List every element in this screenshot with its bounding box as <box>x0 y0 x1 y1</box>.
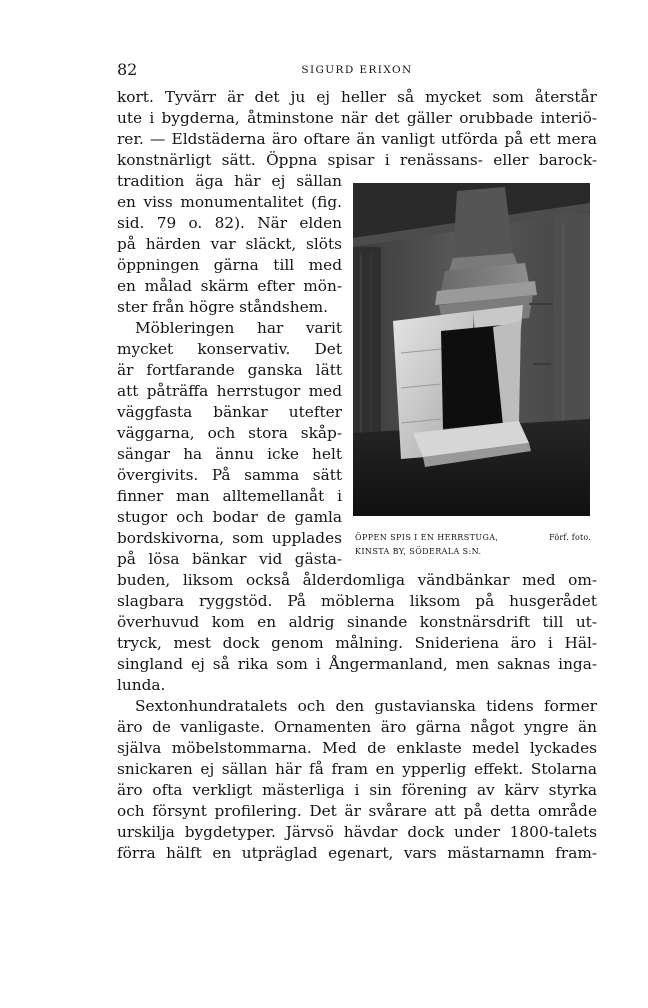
photo-credit: Förf. foto. <box>549 533 591 542</box>
text-line: slagbara ryggstöd. På möblerna liksom på husgerådet <box>117 592 597 610</box>
text-line: sängar ha ännu icke helt <box>117 445 342 463</box>
text-line: singland ej så rika som i Ångermanland, men saknas inga- <box>117 655 597 673</box>
text-line: en viss monumentalitet (fig. <box>117 193 342 211</box>
text-line: väggfasta bänkar utefter <box>117 403 342 421</box>
text-line: övergivits. På samma sätt <box>117 466 342 484</box>
text-line: på lösa bänkar vid gästa- <box>117 550 342 568</box>
text-line: överhuvud kom en aldrig sinande konstnärsdrift till ut- <box>117 613 597 631</box>
text-line: och försynt profilering. Det är svårare att på detta område <box>117 802 597 820</box>
text-line: bordskivorna, som upplades <box>117 529 342 547</box>
text-line: Sextonhundratalets och den gustavianska tidens former <box>135 697 597 715</box>
text-line: stugor och bodar de gamla <box>117 508 342 526</box>
text-line: öppningen gärna till med <box>117 256 342 274</box>
text-line: finner man alltemellanåt i <box>117 487 342 505</box>
text-line: ster från högre ståndshem. <box>117 298 328 316</box>
text-line: tryck, mest dock genom målning. Snideriena äro i Häl- <box>117 634 597 652</box>
text-line: lunda. <box>117 676 166 694</box>
caption-location: KINSTA BY, SÖDERALA S:N. <box>355 547 482 556</box>
page-number: 82 <box>117 60 138 79</box>
text-line: rer. — Eldstäderna äro oftare än vanligt utförda på ett mera <box>117 130 597 148</box>
text-line: förra hälft en utpräglad egenart, vars mästarnamn fram- <box>117 844 597 862</box>
text-line: Möbleringen har varit <box>135 319 342 337</box>
text-line: själva möbelstommarna. Med de enklaste medel lyckades <box>117 739 597 757</box>
text-line: på härden var släckt, slöts <box>117 235 342 253</box>
text-line: konstnärligt sätt. Öppna spisar i renässans- eller barock- <box>117 151 597 169</box>
text-line: buden, liksom också ålderdomliga vändbänkar med om- <box>117 571 597 589</box>
page-header <box>117 60 597 84</box>
fireplace-photo <box>353 183 590 516</box>
text-line: urskilja bygdetyper. Järvsö hävdar dock under 1800-talets <box>117 823 597 841</box>
text-line: tradition äga här ej sällan <box>117 172 342 190</box>
text-line: äro de vanligaste. Ornamenten äro gärna något yngre än <box>117 718 597 736</box>
running-head: SIGURD ERIXON <box>301 64 413 76</box>
text-line: kort. Tyvärr är det ju ej heller så mycket som återstår <box>117 88 597 106</box>
text-line: väggarna, och stora skåp- <box>117 424 342 442</box>
text-line: ute i bygderna, åtminstone när det gäller orubbade interiö- <box>117 109 597 127</box>
text-line: är fortfarande ganska lätt <box>117 361 342 379</box>
text-line: mycket konservativ. Det <box>117 340 342 358</box>
figure-caption <box>355 531 591 559</box>
text-line: en målad skärm efter mön- <box>117 277 342 295</box>
text-line: sid. 79 o. 82). När elden <box>117 214 342 232</box>
caption-title: ÖPPEN SPIS I EN HERRSTUGA, <box>355 533 499 542</box>
text-line: att påträffa herrstugor med <box>117 382 342 400</box>
text-line: snickaren ej sällan här få fram en ypperlig effekt. Stolarna <box>117 760 597 778</box>
text-line: äro ofta verkligt mästerliga i sin förening av kärv styrka <box>117 781 597 799</box>
